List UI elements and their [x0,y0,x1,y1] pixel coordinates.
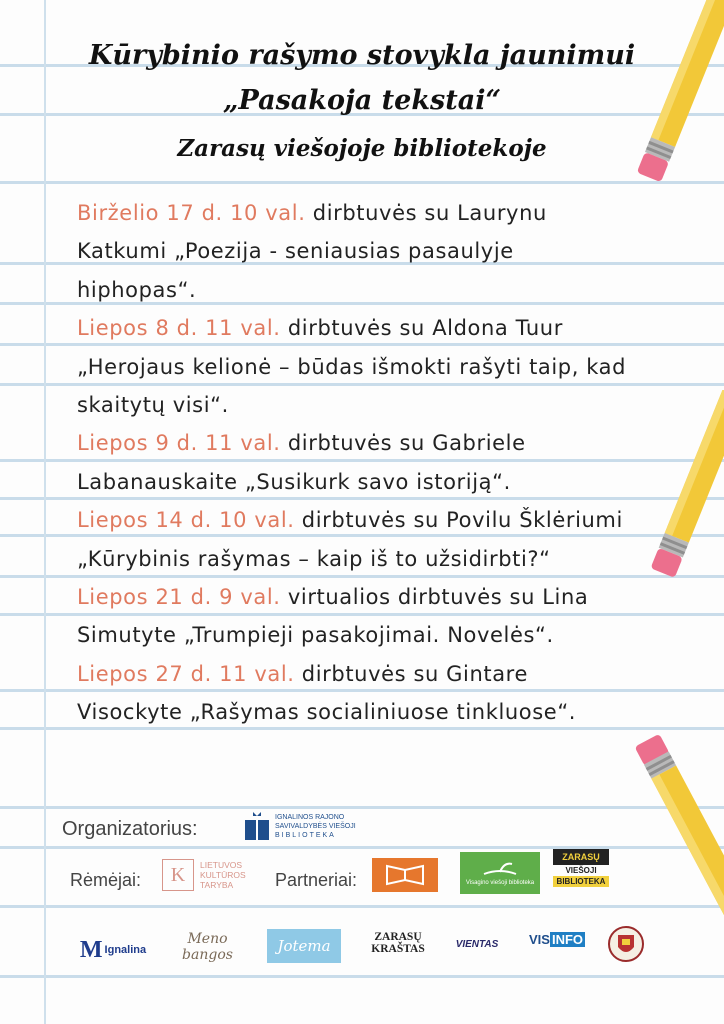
m-letter-icon: M [79,936,103,963]
ignalina-coat-of-arms-logo [606,922,646,966]
logo-text: IGNALINOS RAJONO [275,813,345,821]
event-item [77,501,637,578]
event-date: Liepos 21 d. 9 val. [77,585,281,610]
event-description: dirbtuvės su Laurynu Katkumi „Poezija - seniausias pasaulyje hiphopas“. [77,201,547,302]
coat-of-arms-icon [608,923,644,965]
event-description: dirbtuvės su Gabriele Labanauskaite „Susikurk savo istoriją“. [77,431,526,494]
event-date: Liepos 8 d. 11 val. [77,316,281,341]
logo-text: VIEŠOJI [565,866,597,875]
visinfo-logo [527,930,587,948]
logo-text: ZARASŲ [553,849,609,865]
logo-text: KULTŪROS [200,870,246,880]
zarasu-krastas-logo [350,932,446,954]
event-date: Liepos 9 d. 11 val. [77,431,281,456]
vientas-logo [452,934,502,954]
event-item [77,194,637,309]
poster-subtitle: „Pasakoja tekstai“ [223,85,501,116]
event-list [77,194,637,732]
event-date: Liepos 14 d. 10 val. [77,508,295,533]
book-leaves-icon [480,860,520,880]
logo-text: BIBLIOTEKA [553,876,609,887]
event-description: dirbtuvės su Gintare Visockyte „Rašymas socialiniuose tinkluose“. [77,661,577,725]
organizer-label: Organizatorius: [62,818,198,840]
logo-text: Meno bangos [182,931,233,963]
poster-venue: Zarasų viešojoje bibliotekoje [177,135,547,162]
musu-ignalina-logo [75,935,151,965]
logo-text: VIENTAS [455,938,499,950]
event-date: Birželio 17 d. 10 val. [77,201,306,225]
zarasu-library-orange-logo [372,858,438,892]
jotema-logo [267,929,341,963]
book-crown-icon [243,810,271,842]
logo-text: BIBLIOTEKA [275,831,336,839]
meno-bangos-logo [160,930,255,964]
event-description: dirbtuvės su Povilu Šklėriumi „Kūrybinis rašymas – kaip iš to užsidirbti?“ [77,508,623,571]
event-description: virtualios dirbtuvės su Lina Simutyte „Trumpieji pasakojimai. Novelės“. [77,585,589,648]
k-letter-icon: K [162,859,194,891]
pencil-illustration-middle [640,390,724,620]
open-book-icon [385,864,425,886]
logo-text: VIS [528,931,550,947]
supporters-label: Rėmėjai: [70,870,142,890]
event-item [77,655,637,732]
ruled-line [0,181,724,184]
logo-text: LIETUVOS [200,860,243,870]
partners-label: Partneriai: [275,870,358,890]
poster-title: Kūrybinio rašymo stovykla jaunimui [88,40,636,71]
ignalina-library-logo [243,808,363,844]
event-item [77,578,637,655]
event-item [77,309,637,424]
logo-text: Jotema [277,937,331,955]
ltkt-logo [162,857,252,893]
event-date: Liepos 27 d. 11 val. [77,661,295,686]
event-description: dirbtuvės su Aldona Tuur „Herojaus kelionė – būdas išmokti rašyti taip, kad skaitytų visi“. [77,316,627,418]
logo-text: Ignalina [104,944,147,956]
logo-text: SAVIVALDYBĖS VIEŠOJI [275,822,356,830]
logo-text: INFO [551,931,584,947]
zarasu-public-library-logo [553,841,609,895]
event-item [77,424,637,501]
visaginas-library-logo [460,852,540,894]
logo-text: ZARASŲ KRAŠTAS [371,932,425,954]
logo-text: TARYBA [200,880,234,890]
logo-text: Visagino viešoji biblioteka [465,880,535,886]
